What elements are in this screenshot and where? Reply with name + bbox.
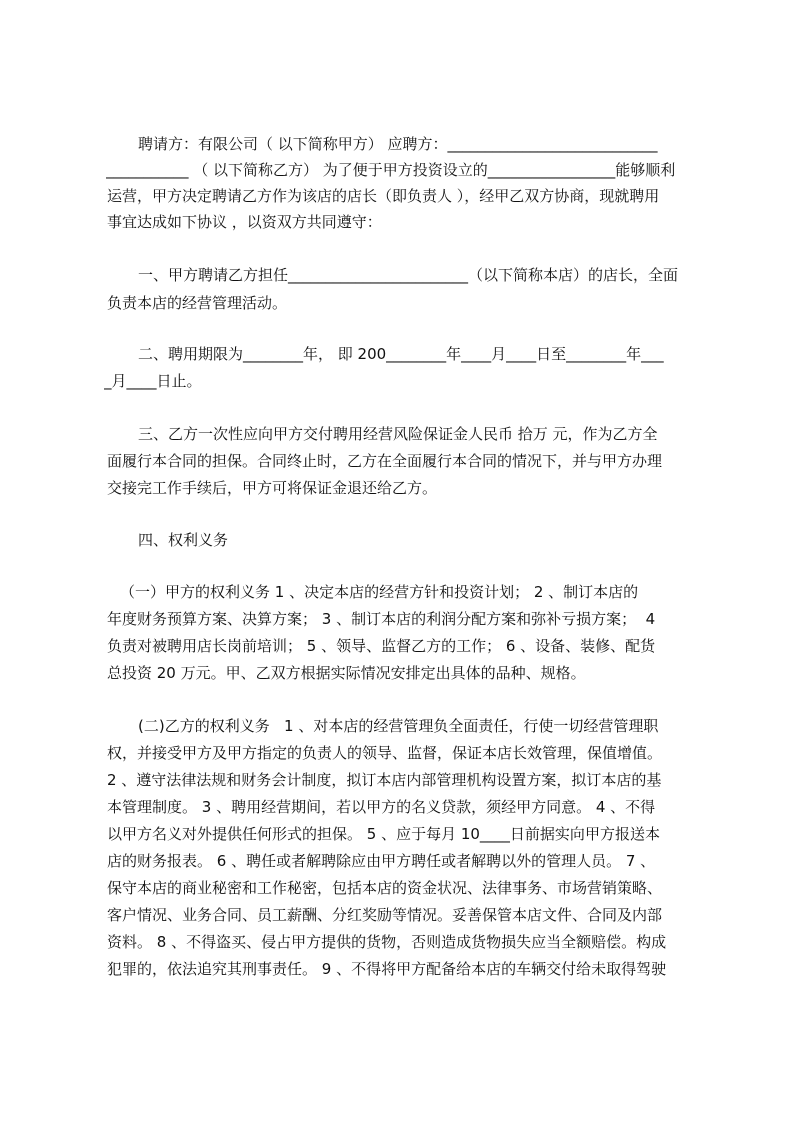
text-line: 以甲方名义对外提供任何形式的担保。 5 、应于每月 10____日前据实向甲方报送本 <box>107 825 660 843</box>
text-line: 事宜达成如下协议 ，以资双方共同遵守： <box>107 213 382 231</box>
text-line: 年度财务预算方案、决算方案； 3 、制订本店的利润分配方案和弥补亏损方案； 4 <box>107 610 656 628</box>
text-line: 负责本店的经营管理活动。 <box>107 294 288 312</box>
text-line: 三、乙方一次性应向甲方交付聘用经营风险保证金人民币 拾万 元，作为乙方全 <box>138 425 658 443</box>
text-line: 运营，甲方决定聘请乙方作为该店的店长（即负责人 ），经甲乙双方协商，现就聘用 <box>107 187 660 205</box>
text-line: 交接完工作手续后，甲方可将保证金退还给乙方。 <box>107 479 438 497</box>
text-line: 资料。 8 、不得盗买、侵占甲方提供的货物，否则造成货物损失应当全额赔偿。构成 <box>107 933 667 951</box>
text-line: 二、聘用期限为________年， 即 200________年____月____日至________年___ <box>138 345 664 363</box>
text-line: (二)乙方的权利义务 1 、对本店的经营管理负全面责任，行使一切经营管理职 <box>138 717 659 735</box>
text-line: 客户情况、业务合同、员工薪酬、分红奖励等情况。妥善保管本店文件、合同及内部 <box>107 906 663 924</box>
text-line: _月____日止。 <box>104 372 202 390</box>
text-line: 2 、遵守法律法规和财务会计制度，拟订本店内部管理机构设置方案，拟订本店的基 <box>107 771 662 789</box>
text-line: ___________ （ 以下简称乙方） 为了便于甲方投资设立的_________________能够顺利 <box>106 161 676 179</box>
text-line: 本管理制度。 3 、聘用经营期间，若以甲方的名义贷款，须经甲方同意。 4 、不得 <box>107 798 656 816</box>
section-heading: 四、权利义务 <box>138 531 229 549</box>
text-line: 负责对被聘用店长岗前培训； 5 、领导、监督乙方的工作； 6 、设备、装修、配货 <box>107 637 656 655</box>
text-line: 犯罪的，依法追究其刑事责任。 9 、不得将甲方配备给本店的车辆交付给未取得驾驶 <box>107 960 667 978</box>
text-line: （一）甲方的权利义务 1 、决定本店的经营方针和投资计划； 2 、制订本店的 <box>120 583 639 601</box>
text-line: 总投资 20 万元。甲、乙双方根据实际情况安排定出具体的品种、规格。 <box>107 664 586 682</box>
text-line: 聘请方：有限公司（ 以下简称甲方） 应聘方：____________________________ <box>138 135 658 153</box>
text-line: 店的财务报表。 6 、聘任或者解聘除应由甲方聘任或者解聘以外的管理人员。 7 、 <box>107 852 656 870</box>
text-line: 保守本店的商业秘密和工作秘密，包括本店的资金状况、法律事务、市场营销策略、 <box>107 879 663 897</box>
text-line: 权，并接受甲方及甲方指定的负责人的领导、监督，保证本店长效管理，保值增值。 <box>107 744 663 762</box>
text-line: 一、甲方聘请乙方担任________________________（以下简称本店）的店长，全面 <box>138 266 679 284</box>
text-line: 面履行本合同的担保。合同终止时，乙方在全面履行本合同的情况下，并与甲方办理 <box>107 452 663 470</box>
